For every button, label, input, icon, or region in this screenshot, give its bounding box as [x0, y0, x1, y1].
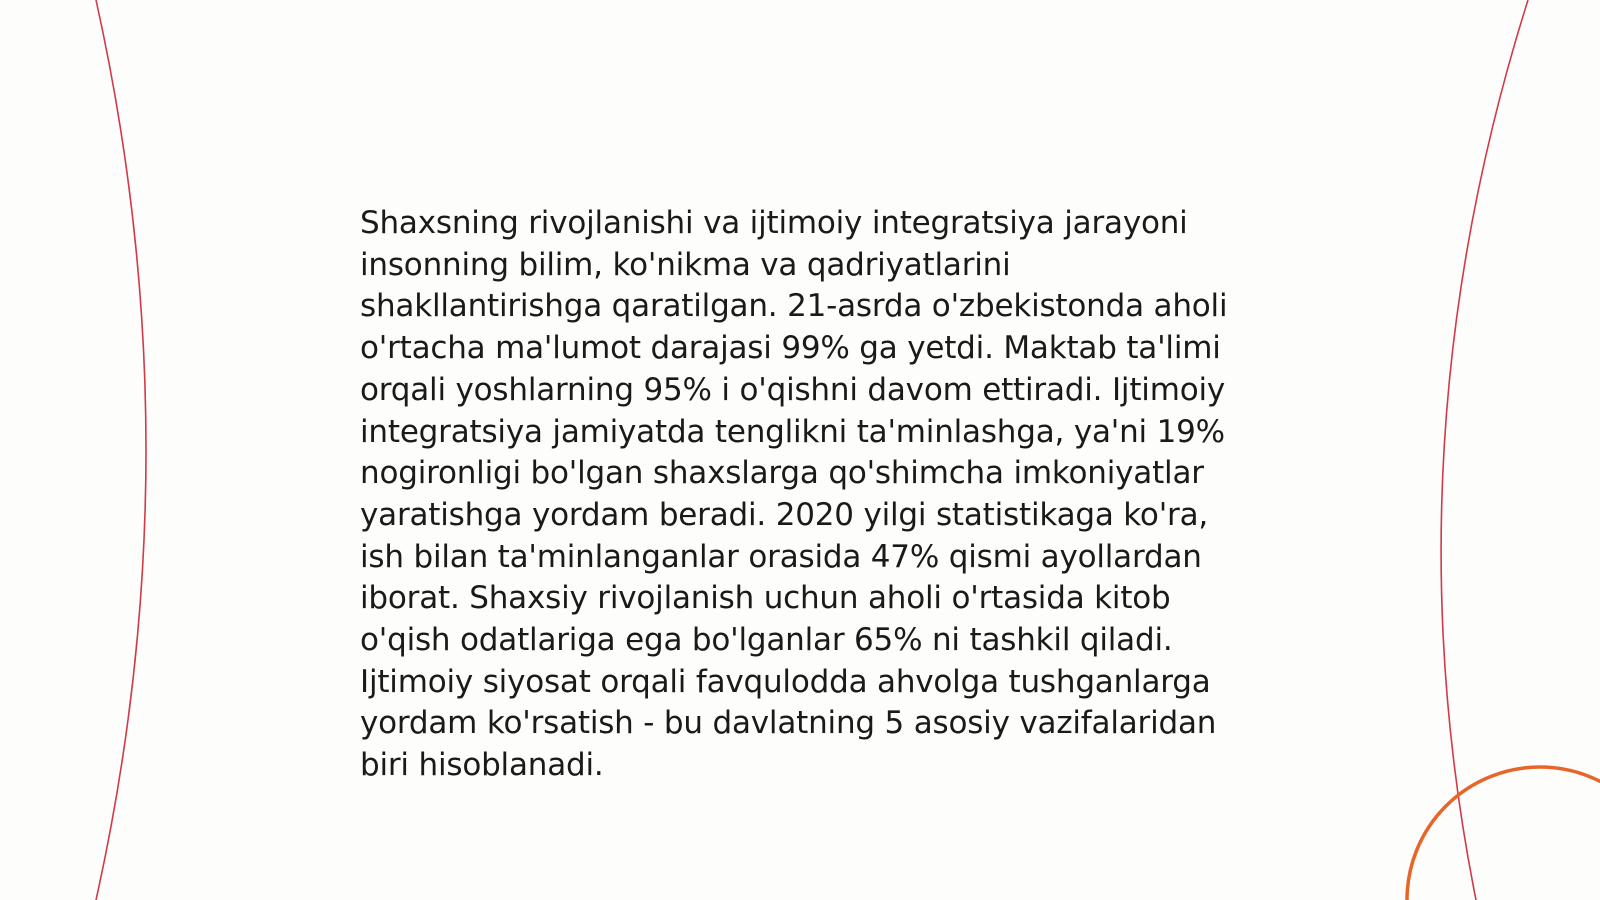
- right-curve-line: [1441, 0, 1528, 900]
- corner-orange-circle: [1407, 767, 1600, 900]
- body-text: Shaxsning rivojlanishi va ijtimoiy integratsiya jarayoni insonning bilim, ko'nikma va qadriyatlarini shakllantirishga qaratilgan. 21-asrda o'zbekistonda aholi o'rtacha ma'lumot darajasi 99% ga yetdi. Maktab ta'limi orqali yoshlarning 95% i o'qishni davom ettiradi. Ijtimoiy integratsiya jamiyatda tenglikni ta'minlashga, ya'ni 19% nogironligi bo'lgan shaxslarga qo'shimcha imkoniyatlar yaratishga yordam beradi. 2020 yilgi statistikaga ko'ra, ish bilan ta'minlanganlar orasida 47% qismi ayollardan iborat. Shaxsiy rivojlanish uchun aholi o'rtasida kitob o'qish odatlariga ega bo'lganlar 65% ni tashkil qiladi. Ijtimoiy siyosat orqali favqulodda ahvolga tushganlarga yordam ko'rsatish - bu davlatning 5 asosiy vazifalaridan biri hisoblanadi.: [360, 205, 1228, 784]
- left-curve-line: [96, 0, 146, 900]
